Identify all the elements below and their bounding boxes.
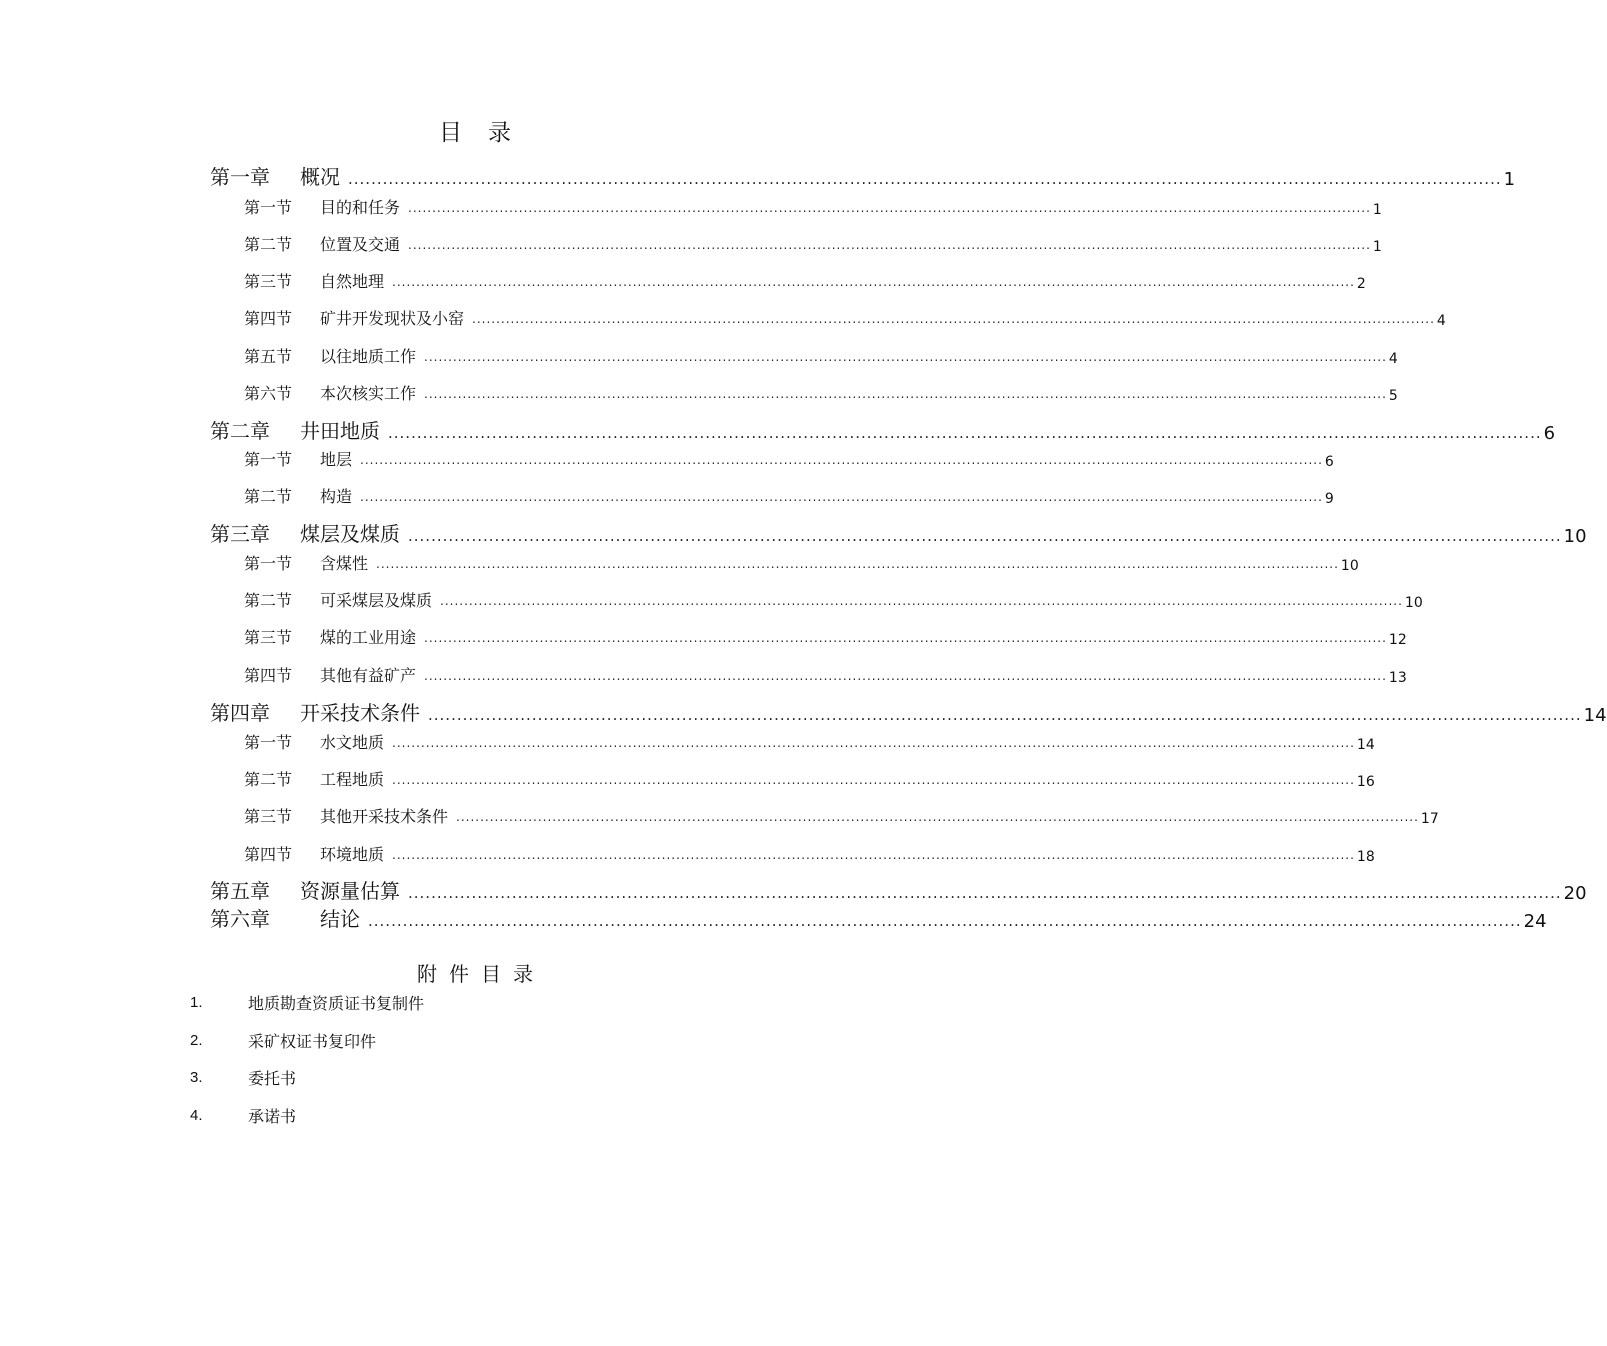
toc-page-number: 1 — [1372, 239, 1382, 255]
toc-entry-number: 第二节 — [244, 591, 293, 610]
toc-dot-leader: ........................................................................................................................................................................................................ — [392, 773, 1355, 787]
toc-entry-number: 第一章 — [210, 165, 270, 189]
toc-section-row — [244, 301, 1446, 329]
toc-entry-title: 可采煤层及煤质 — [320, 591, 433, 610]
toc-entry-number: 第四节 — [244, 309, 293, 328]
toc-page-number: 4 — [1388, 351, 1398, 367]
toc-entry-title: 含煤性 — [320, 554, 369, 573]
toc-entry-number: 第一节 — [244, 450, 293, 469]
toc-entry-number: 第三节 — [244, 272, 293, 291]
toc-entry-number: 第四节 — [244, 666, 293, 685]
attachment-item — [190, 1065, 296, 1089]
toc-entry-title: 其他开采技术条件 — [320, 807, 449, 826]
toc-entry-number: 第四章 — [210, 701, 270, 725]
toc-entry-title: 位置及交通 — [320, 235, 401, 254]
toc-entry-title: 概况 — [300, 165, 340, 189]
toc-page-number: 12 — [1388, 632, 1407, 648]
toc-chapter-row — [210, 904, 1547, 932]
toc-section-row — [244, 658, 1407, 686]
toc-page-number: 2 — [1356, 276, 1366, 292]
toc-section-row — [244, 376, 1398, 404]
toc-page-number: 16 — [1356, 774, 1375, 790]
attachment-number: 4. — [190, 1106, 203, 1124]
toc-entry-number: 第二节 — [244, 235, 293, 254]
toc-section-row — [244, 837, 1375, 865]
toc-entry-title: 煤的工业用途 — [320, 628, 417, 647]
toc-page-number: 4 — [1436, 313, 1446, 329]
toc-chapter-row — [210, 519, 1587, 547]
toc-entry-number: 第二章 — [210, 419, 270, 443]
toc-section-row — [244, 762, 1375, 790]
toc-page-number: 9 — [1324, 491, 1334, 507]
attachment-number: 3. — [190, 1068, 203, 1086]
attachment-title: 承诺书 — [248, 1106, 297, 1126]
toc-entry-title: 水文地质 — [320, 733, 385, 752]
toc-page-number: 5 — [1388, 388, 1398, 404]
toc-entry-number: 第六节 — [244, 384, 293, 403]
toc-dot-leader: ........................................................................................................................................................................................................ — [428, 706, 1582, 724]
toc-page-number: 1 — [1372, 202, 1382, 218]
toc-entry-number: 第一节 — [244, 198, 293, 217]
toc-section-row — [244, 339, 1398, 367]
toc-page-number: 20 — [1563, 883, 1587, 904]
toc-page-number: 17 — [1420, 811, 1439, 827]
toc-entry-number: 第三节 — [244, 628, 293, 647]
toc-entry-title: 目的和任务 — [320, 198, 401, 217]
toc-page-number: 10 — [1404, 595, 1423, 611]
toc-section-row — [244, 725, 1375, 753]
attachment-item — [190, 1103, 296, 1127]
toc-chapter-row — [210, 162, 1516, 190]
toc-section-row — [244, 479, 1334, 507]
toc-entry-number: 第六章 — [210, 907, 270, 931]
toc-dot-leader: ........................................................................................................................................................................................................ — [348, 170, 1502, 188]
attachment-number: 2. — [190, 1031, 203, 1049]
toc-entry-number: 第二节 — [244, 770, 293, 789]
toc-entry-title: 其他有益矿产 — [320, 666, 417, 685]
toc-entry-number: 第一节 — [244, 554, 293, 573]
toc-dot-leader: ........................................................................................................................................................................................................ — [392, 848, 1355, 862]
toc-chapter-row — [210, 876, 1587, 904]
toc-dot-leader: ........................................................................................................................................................................................................ — [360, 490, 1323, 504]
toc-dot-leader: ........................................................................................................................................................................................................ — [440, 594, 1403, 608]
toc-chapter-row — [210, 416, 1556, 444]
toc-dot-leader: ........................................................................................................................................................................................................ — [408, 884, 1562, 902]
toc-entry-title: 煤层及煤质 — [300, 522, 400, 546]
attachment-title: 采矿权证书复印件 — [248, 1031, 377, 1051]
toc-entry-number: 第一节 — [244, 733, 293, 752]
toc-section-row — [244, 264, 1366, 292]
toc-dot-leader: ........................................................................................................................................................................................................ — [408, 527, 1562, 545]
toc-section-row — [244, 583, 1423, 611]
toc-entry-title: 环境地质 — [320, 845, 385, 864]
toc-dot-leader: ........................................................................................................................................................................................................ — [424, 631, 1387, 645]
attachment-number: 1. — [190, 993, 203, 1011]
toc-dot-leader: ........................................................................................................................................................................................................ — [472, 312, 1435, 326]
toc-dot-leader: ........................................................................................................................................................................................................ — [392, 275, 1355, 289]
toc-dot-leader: ........................................................................................................................................................................................................ — [408, 201, 1371, 215]
toc-entry-title: 工程地质 — [320, 770, 385, 789]
toc-entry-title: 地层 — [320, 450, 353, 469]
toc-entry-title: 构造 — [320, 487, 353, 506]
toc-entry-title: 以往地质工作 — [320, 347, 417, 366]
toc-entry-number: 第三节 — [244, 807, 293, 826]
toc-dot-leader: ........................................................................................................................................................................................................ — [392, 736, 1355, 750]
toc-entry-number: 第五章 — [210, 879, 270, 903]
toc-entry-title: 开采技术条件 — [300, 701, 420, 725]
toc-entry-title: 自然地理 — [320, 272, 385, 291]
toc-entry-number: 第三章 — [210, 522, 270, 546]
toc-dot-leader: ........................................................................................................................................................................................................ — [456, 810, 1419, 824]
toc-section-row — [244, 799, 1439, 827]
toc-dot-leader: ........................................................................................................................................................................................................ — [408, 238, 1371, 252]
toc-entry-number: 第五节 — [244, 347, 293, 366]
toc-entry-title: 井田地质 — [300, 419, 380, 443]
toc-dot-leader: ........................................................................................................................................................................................................ — [388, 424, 1542, 442]
toc-dot-leader: ........................................................................................................................................................................................................ — [376, 557, 1339, 571]
attachments-title: 附件目录 — [417, 962, 545, 986]
toc-section-row — [244, 620, 1407, 648]
toc-dot-leader: ........................................................................................................................................................................................................ — [424, 350, 1387, 364]
toc-page-number: 1 — [1503, 169, 1516, 190]
toc-entry-title: 本次核实工作 — [320, 384, 417, 403]
toc-section-row — [244, 190, 1382, 218]
attachment-title: 委托书 — [248, 1068, 297, 1088]
toc-page-number: 13 — [1388, 670, 1407, 686]
toc-entry-number: 第二节 — [244, 487, 293, 506]
toc-section-row — [244, 442, 1334, 470]
toc-page-number: 6 — [1324, 454, 1334, 470]
toc-page-number: 6 — [1543, 423, 1556, 444]
toc-section-row — [244, 227, 1382, 255]
toc-dot-leader: ........................................................................................................................................................................................................ — [368, 912, 1522, 930]
toc-page-number: 18 — [1356, 849, 1375, 865]
toc-title: 目录 — [439, 120, 537, 146]
toc-dot-leader: ........................................................................................................................................................................................................ — [424, 387, 1387, 401]
toc-dot-leader: ........................................................................................................................................................................................................ — [360, 453, 1323, 467]
toc-entry-number: 第四节 — [244, 845, 293, 864]
attachment-item — [190, 990, 424, 1014]
toc-page-number: 14 — [1356, 737, 1375, 753]
toc-entry-title: 结论 — [320, 907, 360, 931]
toc-page-number: 24 — [1523, 911, 1547, 932]
toc-chapter-row — [210, 698, 1607, 726]
toc-page-number: 10 — [1563, 526, 1587, 547]
toc-page-number: 10 — [1340, 558, 1359, 574]
toc-entry-title: 矿井开发现状及小窑 — [320, 309, 465, 328]
attachment-item — [190, 1028, 376, 1052]
toc-section-row — [244, 546, 1359, 574]
toc-dot-leader: ........................................................................................................................................................................................................ — [424, 669, 1387, 683]
toc-entry-title: 资源量估算 — [300, 879, 400, 903]
attachment-title: 地质勘查资质证书复制件 — [248, 993, 425, 1013]
toc-page-number: 14 — [1583, 705, 1607, 726]
